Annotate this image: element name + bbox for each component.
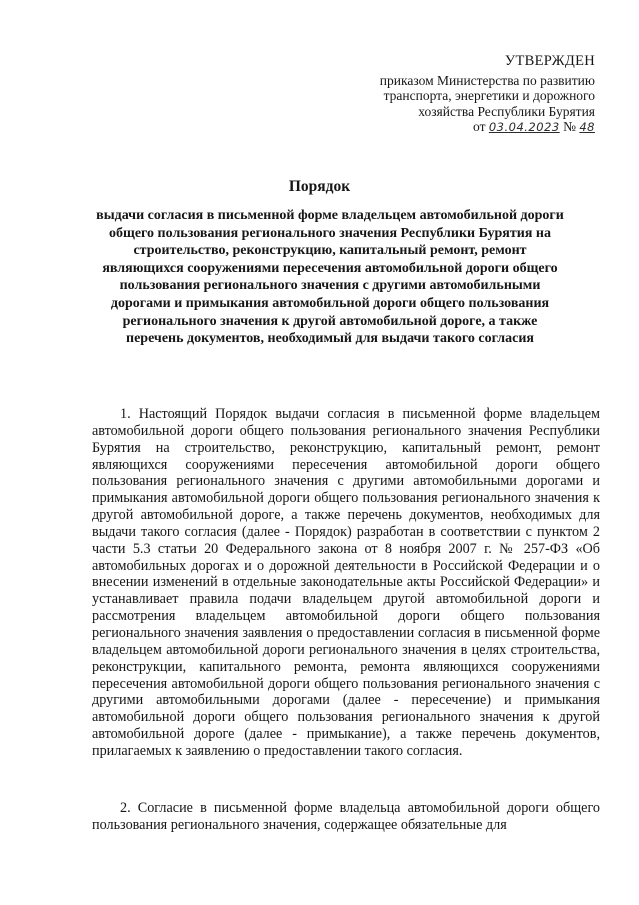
date-prefix: от: [473, 119, 486, 134]
approval-line-1: приказом Министерства по развитию: [379, 72, 595, 88]
handwritten-date: 03.04.2023: [488, 120, 560, 134]
paragraph-2: [92, 800, 600, 834]
paragraph-1: [92, 406, 600, 760]
approval-line-2: транспорта, энергетики и дорожного: [383, 88, 595, 103]
approval-block: [335, 54, 595, 136]
paragraph-2-number: 2.: [120, 800, 131, 816]
number-prefix: №: [563, 119, 576, 134]
document-subtitle: выдачи согласия в письменной форме владельцем автомобильной дороги общего пользования регионального значения Республики Бурятия на строительство, реконструкцию, капитальный ремонт, ремонт являющихся сооружениями пересечения автомобильной дороги общего пользования регионального значения с другими автомобильными дорогами и примыкания автомобильной дороги общего пользования регионального значения к другой автомобильной дороге, а также перечень документов, необходимый для выдачи такого согласия: [96, 208, 564, 347]
paragraph-1-text: Настоящий Порядок выдачи согласия в письменной форме владельцем автомобильной дороги общего пользования регионального значения Республики Бурятия на строительство, реконструкцию, капитальный ремонт, ремонт являющихся сооружениями пересечения автомобильной дороги общего пользования регионального значения с другими автомобильными дорогами и примыкания автомобильной дороги общего пользования регионального значения к другой автомобильной дороге, а также перечень документов, необходимых для выдачи такого согласия (далее - Порядок) разработан в соответствии с пунктом 2 части 5.3 статьи 20 Федерального закона от 8 ноября 2007 г. № 257-ФЗ «Об автомобильных дорогах и о дорожной деятельности в Российской Федерации и о внесении изменений в отдельные законодательные акты Российской Федерации» и устанавливает правила подачи владельцем другой автомобильной дороги и рассмотрения владельцем автомобильной дороги общего пользования регионального значения заявления о предоставлении согласия в письменной форме владельцем автомобильной дороги регионального значения в целях строительства, реконструкции, капитального ремонта, ремонта являющихся сооружениями пересечения автомобильной дороги общего пользования регионального значения с другими автомобильными дорогами (далее - пересечение) и примыкания автомобильной дороги общего пользования регионального значения к другой автомобильной дороге (далее - примыкание), а также перечень документов, прилагаемых к заявлению о предоставлении такого согласия.: [92, 406, 600, 759]
paragraph-2-text: Согласие в письменной форме владельца автомобильной дороги общего пользования регионального значения, содержащее обязательные для: [92, 800, 600, 833]
document-title: Порядок: [288, 178, 351, 195]
handwritten-number: 48: [579, 120, 595, 134]
approval-date-line: [335, 119, 595, 136]
paragraph-1-number: 1.: [120, 406, 131, 422]
approval-heading: УТВЕРЖДЕН: [504, 53, 595, 69]
approval-line-3: хозяйства Республики Бурятия: [418, 103, 595, 119]
